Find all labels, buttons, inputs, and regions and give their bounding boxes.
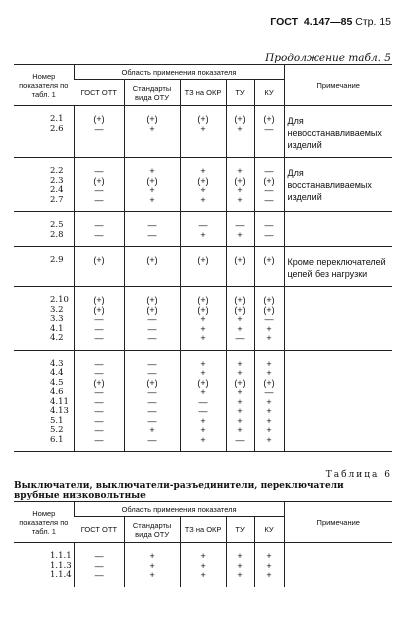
applicability-mark: — [94,560,104,571]
applicability-cell [226,106,254,158]
applicability-mark: + [266,425,272,435]
applicability-mark: — [147,229,157,240]
indicator-number: 5.1 [50,415,64,426]
applicability-mark: — [94,333,104,343]
applicability-mark: — [235,333,245,343]
applicability-cell [74,106,124,158]
applicability-mark: (+) [146,304,158,315]
applicability-mark: + [149,570,155,580]
col-header-ku: КУ [254,80,284,106]
indicator-numbers [14,106,74,158]
applicability-cell [124,247,180,287]
applicability-mark: (+) [197,175,209,186]
indicator-number: 4.1 [50,323,64,334]
table-6-title: Выключатели, выключатели-разъединители, переключатели врубные низковольтные [14,481,344,501]
applicability-mark: + [237,194,243,205]
note-cell: Для невосстанавливаемых изделий [284,106,392,158]
applicability-mark: — [94,396,104,407]
applicability-mark: (+) [263,114,275,124]
col-header-tu: ТУ [226,80,254,106]
applicability-cell [180,247,226,287]
applicability-cell [180,350,226,452]
col-header-number: Номер показателя по табл. 1 [14,65,74,106]
applicability-mark: — [147,434,157,445]
indicator-number: 1.1.1 [50,551,72,561]
table-6-body [14,543,392,587]
applicability-mark: — [147,358,157,369]
indicator-number: 4.13 [50,406,69,416]
applicability-mark: — [264,314,274,324]
applicability-mark: — [235,220,245,230]
applicability-mark: + [200,185,206,195]
indicator-numbers [14,247,74,287]
applicability-mark: — [264,166,274,176]
applicability-mark: — [94,570,104,580]
applicability-mark: + [237,551,243,561]
indicator-number: 1.1.4 [50,570,72,580]
applicability-mark: + [200,323,206,334]
note-cell: Кроме переключателей цепей без нагрузки [284,247,392,287]
applicability-mark: — [94,323,104,334]
applicability-mark: + [237,387,243,397]
applicability-mark: + [266,333,272,343]
applicability-mark: — [147,220,157,230]
col-header-gost-ott: ГОСТ ОТТ [74,80,124,106]
applicability-mark: — [147,323,157,334]
applicability-cell [180,158,226,212]
applicability-mark: + [200,194,206,205]
applicability-mark: (+) [146,175,158,186]
applicability-mark: — [94,368,104,378]
applicability-mark: (+) [197,255,209,265]
applicability-cell [74,543,124,587]
table-6 [14,501,392,587]
applicability-mark: + [266,368,272,378]
applicability-mark: — [94,551,104,561]
applicability-mark: + [200,560,206,571]
applicability-mark: (+) [146,295,158,305]
applicability-cell [124,287,180,351]
applicability-mark: (+) [263,255,275,265]
col-header-note: Примечание [284,65,392,106]
applicability-mark: — [235,434,245,445]
applicability-cell [74,212,124,247]
table-row-group [14,350,392,452]
applicability-mark: — [198,220,208,230]
applicability-mark: + [200,425,206,435]
col-header-group: Область применения показателя [74,65,284,80]
applicability-mark: + [237,570,243,580]
indicator-numbers [14,212,74,247]
applicability-mark: + [200,123,206,134]
applicability-mark: + [200,358,206,369]
applicability-mark: — [264,123,274,134]
applicability-mark: (+) [146,255,158,265]
indicator-numbers [14,158,74,212]
applicability-mark: — [264,387,274,397]
applicability-cell [254,350,284,452]
applicability-mark: + [200,434,206,445]
applicability-mark: (+) [93,377,105,388]
indicator-number: 2.9 [50,255,64,265]
applicability-cell [74,287,124,351]
applicability-mark: (+) [234,304,246,315]
table-5-body [14,106,392,452]
indicator-number: 4.2 [50,333,64,343]
table-row-group [14,106,392,158]
applicability-mark: + [266,415,272,426]
table-row-group [14,543,392,587]
table-6-caption [14,470,392,501]
applicability-cell [180,106,226,158]
indicator-number: 2.1 [50,114,64,124]
applicability-mark: — [94,358,104,369]
col-header-otu: Стандарты вида ОТУ [124,517,180,543]
applicability-mark: (+) [93,114,105,124]
col-header-gost-ott: ГОСТ ОТТ [74,517,124,543]
applicability-mark: (+) [93,255,105,265]
applicability-cell [74,350,124,452]
col-header-group: Область применения показателя [74,502,284,517]
applicability-cell [254,158,284,212]
applicability-cell [124,212,180,247]
applicability-mark: (+) [93,304,105,315]
applicability-cell [124,158,180,212]
applicability-mark: + [237,425,243,435]
indicator-number: 4.6 [50,387,64,397]
applicability-mark: + [200,314,206,324]
table-5 [14,64,392,452]
applicability-mark: (+) [146,377,158,388]
applicability-cell [226,350,254,452]
applicability-mark: (+) [197,295,209,305]
applicability-mark: + [149,560,155,571]
applicability-mark: + [200,387,206,397]
applicability-mark: + [266,358,272,369]
applicability-mark: + [237,368,243,378]
applicability-mark: (+) [263,295,275,305]
applicability-mark: — [94,425,104,435]
applicability-mark: + [266,560,272,571]
applicability-mark: — [94,406,104,416]
applicability-mark: + [200,415,206,426]
applicability-mark: + [237,560,243,571]
applicability-mark: — [147,314,157,324]
applicability-cell [254,543,284,587]
applicability-mark: + [237,229,243,240]
applicability-mark: — [147,396,157,407]
indicator-number: 2.7 [50,194,64,205]
applicability-cell [226,158,254,212]
applicability-mark: (+) [263,377,275,388]
applicability-mark: — [94,166,104,176]
applicability-cell [74,158,124,212]
applicability-mark: (+) [234,114,246,124]
col-header-note: Примечание [284,502,392,543]
applicability-mark: + [266,570,272,580]
applicability-mark: — [147,333,157,343]
col-header-tz: ТЗ на ОКР [180,517,226,543]
applicability-mark: + [237,323,243,334]
applicability-mark: — [264,194,274,205]
indicator-number: 5.2 [50,425,64,435]
applicability-mark: — [94,229,104,240]
col-header-number: Номер показателя по табл. 1 [14,502,74,543]
applicability-mark: (+) [146,114,158,124]
applicability-mark: — [94,123,104,134]
applicability-mark: + [237,396,243,407]
indicator-number: 3.2 [50,304,64,315]
applicability-mark: — [147,415,157,426]
applicability-mark: (+) [234,295,246,305]
applicability-mark: + [266,396,272,407]
note-cell: Для восстанавливаемых изделий [284,158,392,212]
applicability-mark: + [237,415,243,426]
applicability-mark: + [200,368,206,378]
applicability-mark: + [266,551,272,561]
applicability-mark: — [264,220,274,230]
applicability-mark: + [237,314,243,324]
table-6-number: Таблица 6 [325,470,392,480]
applicability-mark: + [266,434,272,445]
applicability-mark: + [149,166,155,176]
indicator-number: 4.11 [50,396,69,407]
gost-code: 4.147—85 [303,16,353,28]
table-row-group [14,247,392,287]
applicability-cell [254,287,284,351]
applicability-cell [124,106,180,158]
indicator-numbers [14,350,74,452]
indicator-number: 2.2 [50,166,64,176]
applicability-mark: + [200,570,206,580]
indicator-number: 4.4 [50,368,64,378]
applicability-mark: — [94,434,104,445]
indicator-number: 1.1.3 [50,560,72,571]
applicability-cell [180,212,226,247]
page-number: Стр. 15 [355,16,391,28]
applicability-cell [254,247,284,287]
table-row-group [14,212,392,247]
applicability-cell [254,212,284,247]
applicability-mark: — [94,415,104,426]
indicator-number: 2.6 [50,123,64,134]
applicability-mark: + [237,358,243,369]
applicability-mark: + [237,123,243,134]
table-row-group [14,287,392,351]
note-cell [284,287,392,351]
applicability-cell [180,543,226,587]
applicability-mark: (+) [234,175,246,186]
indicator-number: 4.3 [50,358,64,369]
applicability-mark: — [264,229,274,240]
indicator-number: 2.10 [50,295,69,305]
indicator-number: 3.3 [50,314,64,324]
col-header-tz: ТЗ на ОКР [180,80,226,106]
applicability-mark: — [94,387,104,397]
applicability-mark: + [149,551,155,561]
applicability-mark: — [94,220,104,230]
applicability-mark: — [147,387,157,397]
applicability-mark: — [147,368,157,378]
indicator-number: 2.3 [50,175,64,186]
applicability-mark: + [200,166,206,176]
indicator-number: 6.1 [50,434,64,445]
applicability-mark: (+) [197,304,209,315]
applicability-cell [74,247,124,287]
applicability-cell [180,287,226,351]
gost-label: ГОСТ [270,16,299,28]
indicator-number: 2.5 [50,220,64,230]
col-header-tu: ТУ [226,517,254,543]
applicability-mark: + [149,425,155,435]
applicability-cell [226,212,254,247]
applicability-cell [226,543,254,587]
applicability-mark: (+) [263,304,275,315]
applicability-mark: (+) [234,255,246,265]
applicability-mark: — [94,314,104,324]
indicator-number: 2.4 [50,185,64,195]
applicability-mark: — [198,396,208,407]
note-cell [284,543,392,587]
applicability-mark: + [237,166,243,176]
applicability-cell [226,287,254,351]
applicability-mark: + [266,406,272,416]
applicability-mark: — [264,185,274,195]
applicability-cell [124,543,180,587]
applicability-mark: + [200,229,206,240]
applicability-mark: — [94,185,104,195]
applicability-mark: (+) [197,114,209,124]
applicability-mark: + [237,185,243,195]
col-header-ku: КУ [254,517,284,543]
applicability-mark: + [237,406,243,416]
table-row-group [14,158,392,212]
applicability-cell [124,350,180,452]
note-cell [284,212,392,247]
page-header [270,16,391,28]
applicability-mark: + [200,551,206,561]
indicator-numbers [14,543,74,587]
applicability-mark: (+) [197,377,209,388]
applicability-cell [226,247,254,287]
indicator-number: 2.8 [50,229,64,240]
col-header-otu: Стандарты вида ОТУ [124,80,180,106]
continuation-caption: Продолжение табл. 5 [265,52,391,64]
applicability-mark: (+) [263,175,275,186]
indicator-numbers [14,287,74,351]
applicability-mark: (+) [93,295,105,305]
applicability-mark: (+) [234,377,246,388]
applicability-mark: + [266,323,272,334]
applicability-mark: + [149,194,155,205]
indicator-number: 4.5 [50,377,64,388]
applicability-mark: + [149,123,155,134]
applicability-mark: (+) [93,175,105,186]
applicability-mark: — [147,406,157,416]
applicability-cell [254,106,284,158]
applicability-mark: + [200,333,206,343]
applicability-mark: + [149,185,155,195]
note-cell [284,350,392,452]
applicability-mark: — [94,194,104,205]
applicability-mark: — [198,406,208,416]
